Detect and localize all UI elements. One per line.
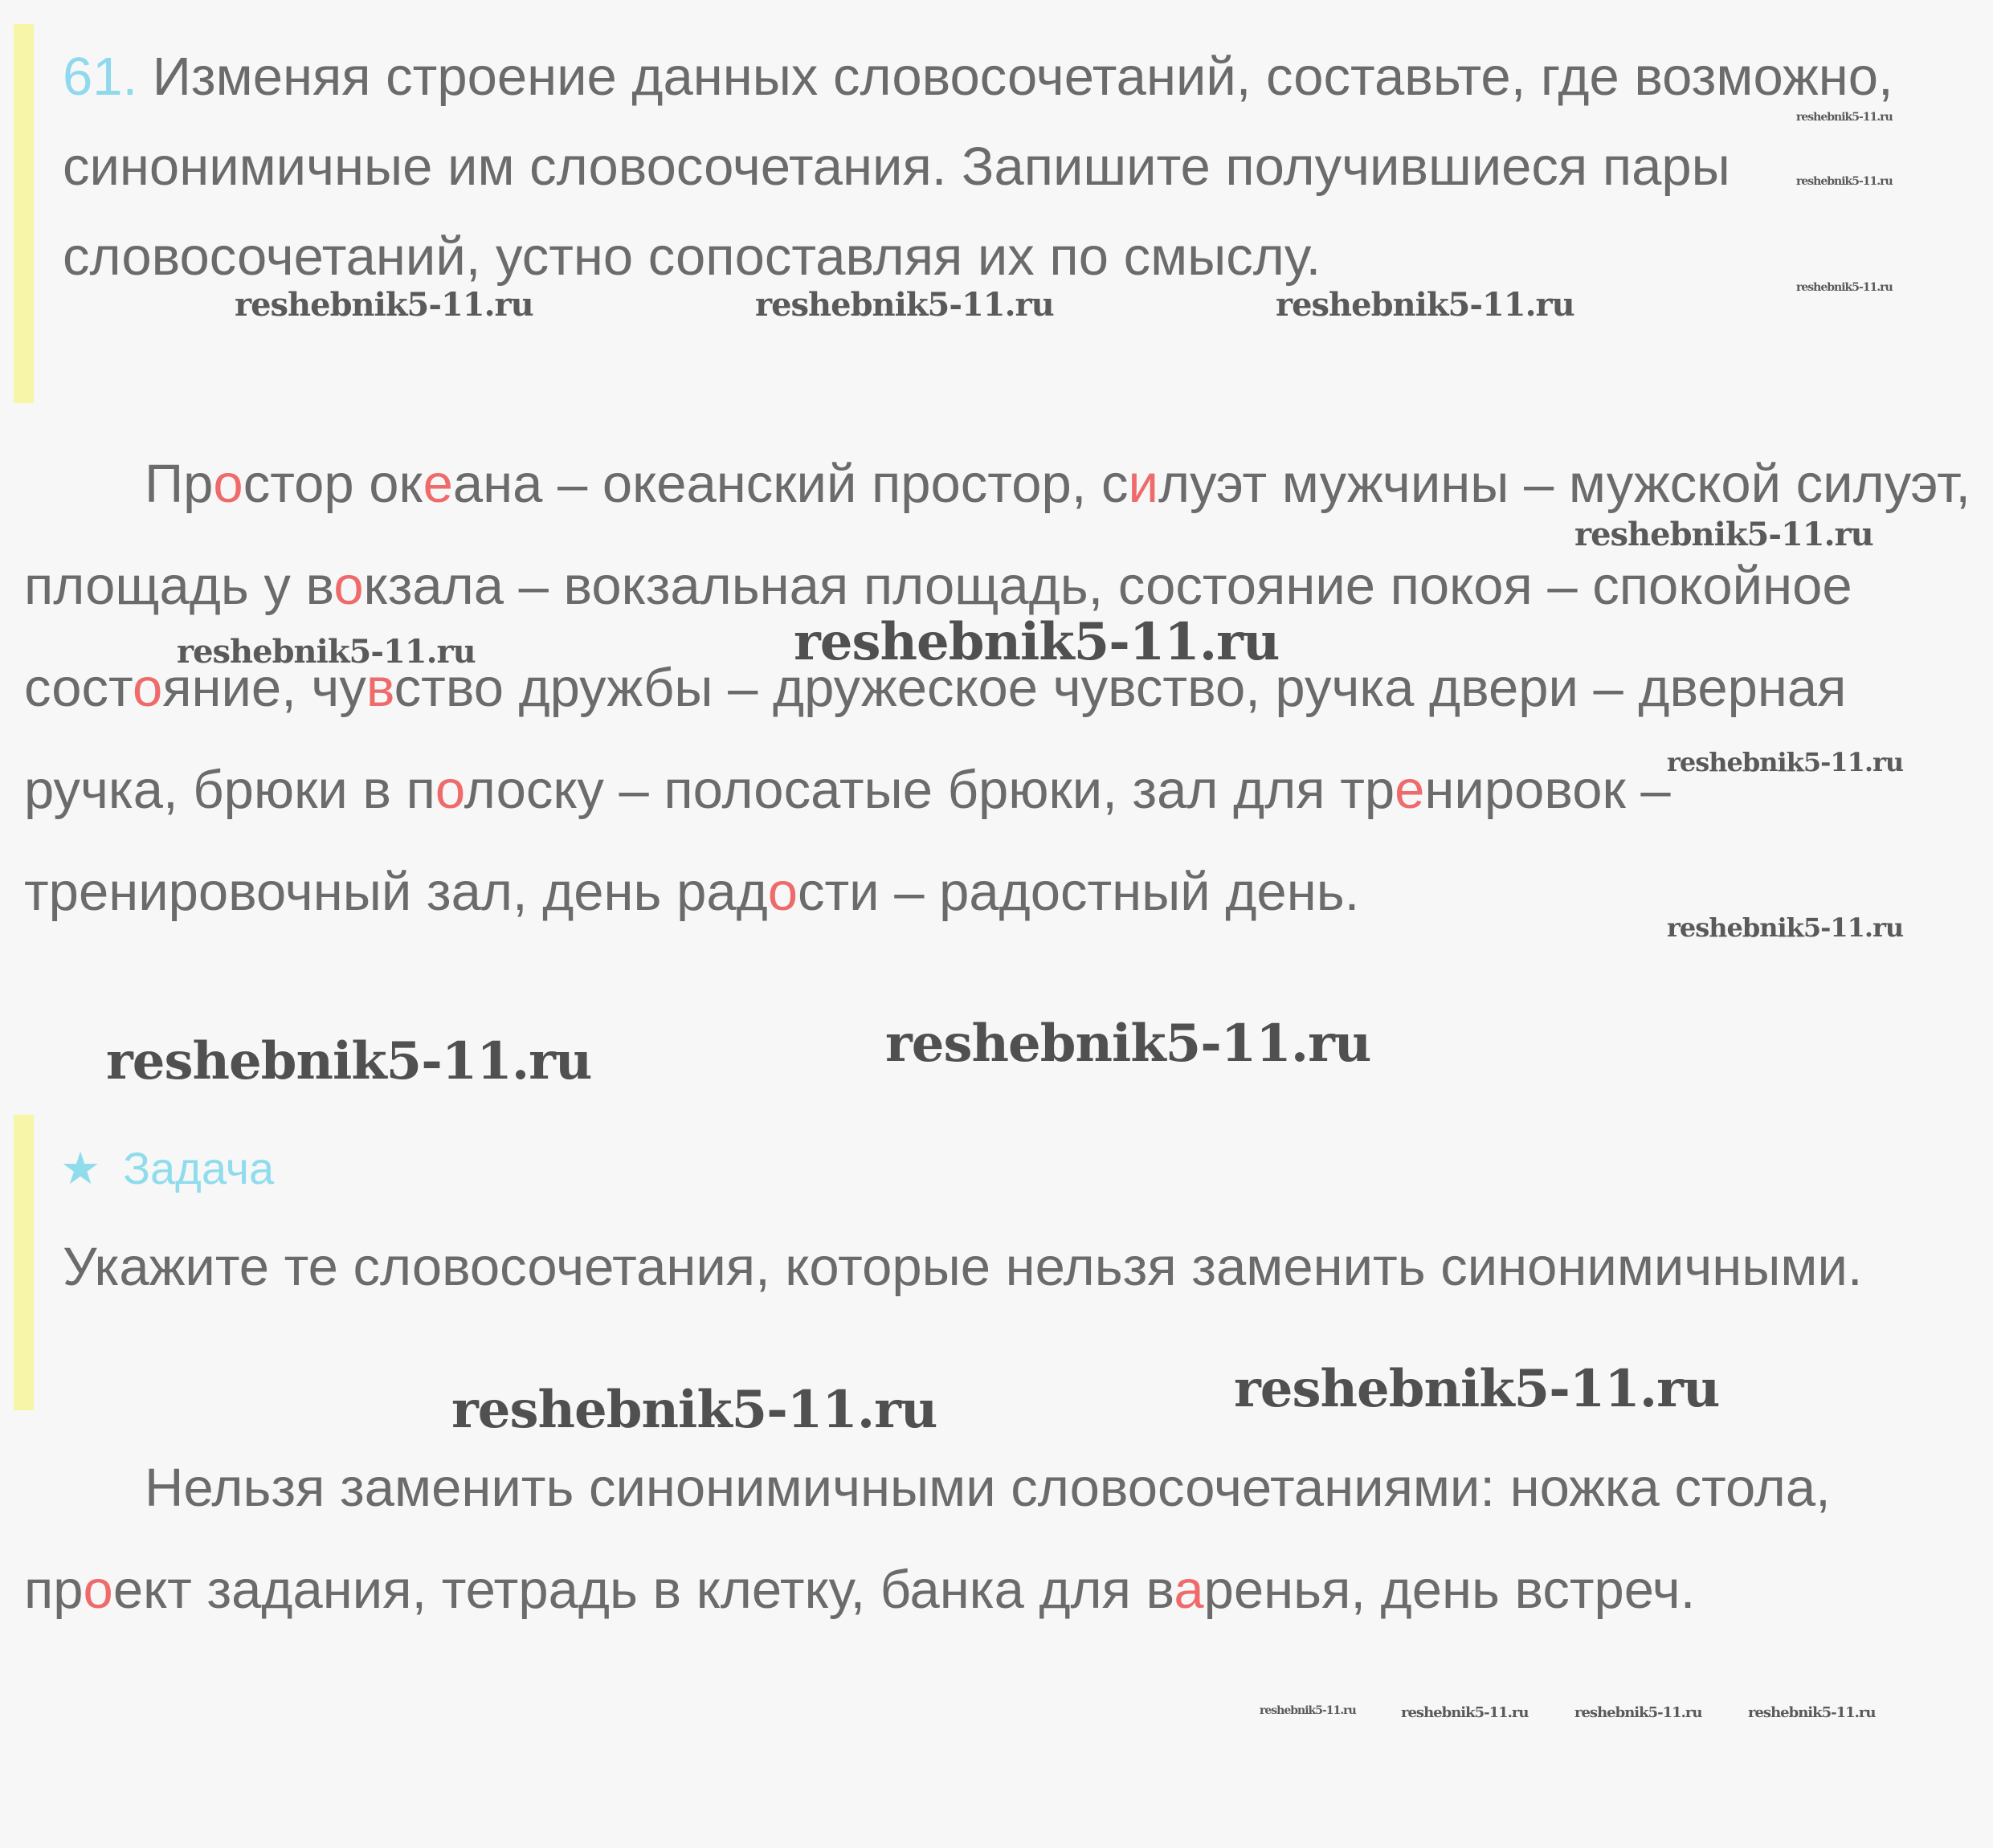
highlighted-letter: е <box>1395 760 1425 820</box>
highlighted-letter: и <box>1128 454 1158 514</box>
task-number: 61. <box>63 47 138 107</box>
watermark: reshebnik5-11.ru <box>1574 1704 1702 1721</box>
answer-text-segment: стор ок <box>243 454 423 514</box>
watermark: reshebnik5-11.ru <box>755 286 1054 324</box>
answer-paragraph-1 <box>24 433 1976 943</box>
watermark: reshebnik5-11.ru <box>885 1014 1371 1074</box>
answer-text-segment: сти – радостный день. <box>797 862 1360 922</box>
answer-text-segment: ана – океанский простор, с <box>452 454 1129 514</box>
watermark: reshebnik5-11.ru <box>1796 281 1893 294</box>
watermark: reshebnik5-11.ru <box>1796 175 1893 188</box>
watermark: reshebnik5-11.ru <box>794 612 1280 672</box>
watermark: reshebnik5-11.ru <box>1401 1704 1529 1721</box>
watermark: reshebnik5-11.ru <box>1796 111 1893 124</box>
answer-text-segment: луэт мужчины – мужской силуэт, площадь у в <box>24 454 1971 616</box>
answer-text-segment: ренья, день встреч. <box>1203 1560 1696 1620</box>
watermark: reshebnik5-11.ru <box>1667 747 1904 777</box>
task-text: Изменяя строение данных словосочетаний, составьте, где возможно, синонимичные им словосочетания. Запишите получившиеся пары словосочетаний, устно сопоставляя их по смыслу. <box>63 47 1893 287</box>
subtask-accent-bar <box>14 1115 34 1410</box>
answer-paragraph-2 <box>24 1437 1976 1641</box>
task-statement <box>63 32 1894 302</box>
answer-text-segment: ект задания, тетрадь в клетку, банка для в <box>112 1560 1174 1620</box>
answer-text-segment: лоску – полосатые брюки, зал для тр <box>464 760 1395 820</box>
highlighted-letter: е <box>423 454 453 514</box>
answer-text-segment: ство дружбы – дружеское чувство, ручка двери – дверная ручка, брюки в п <box>24 658 1847 820</box>
star-icon: ★ <box>60 1143 101 1193</box>
highlighted-letter: в <box>366 658 394 718</box>
watermark: reshebnik5-11.ru <box>1667 912 1904 943</box>
watermark: reshebnik5-11.ru <box>1574 516 1873 553</box>
task-accent-bar <box>14 24 34 403</box>
watermark: reshebnik5-11.ru <box>1234 1359 1720 1419</box>
highlighted-letter: о <box>213 454 243 514</box>
watermark: reshebnik5-11.ru <box>451 1380 937 1440</box>
highlighted-letter: а <box>1174 1560 1204 1620</box>
subtask-heading <box>60 1140 274 1197</box>
highlighted-letter: о <box>333 556 364 616</box>
subtask-text: Укажите те словосочетания, которые нельзя заменить синонимичными. <box>63 1237 1863 1297</box>
answer-text-segment: Нельзя заменить синонимичными словосочетаниями: ножка стола, пр <box>24 1458 1831 1620</box>
highlighted-letter: о <box>132 658 163 718</box>
watermark: reshebnik5-11.ru <box>1276 286 1574 324</box>
watermark: reshebnik5-11.ru <box>1260 1704 1356 1717</box>
watermark: reshebnik5-11.ru <box>1748 1704 1876 1721</box>
highlighted-letter: о <box>83 1560 113 1620</box>
highlighted-letter: о <box>435 760 464 820</box>
answer-text-segment: яние, чу <box>162 658 366 718</box>
answer-text-segment: нировок – тренировочный зал, день рад <box>24 760 1671 922</box>
highlighted-letter: о <box>767 862 798 922</box>
watermark: reshebnik5-11.ru <box>106 1031 592 1091</box>
watermark: reshebnik5-11.ru <box>235 286 533 324</box>
subtask-heading-label: Задача <box>123 1143 275 1193</box>
answer-text-segment: Пр <box>145 454 214 514</box>
answer-text-segment: кзала – вокзальная площадь, состояние покоя – спокойное сост <box>24 556 1852 718</box>
watermark: reshebnik5-11.ru <box>177 633 476 671</box>
